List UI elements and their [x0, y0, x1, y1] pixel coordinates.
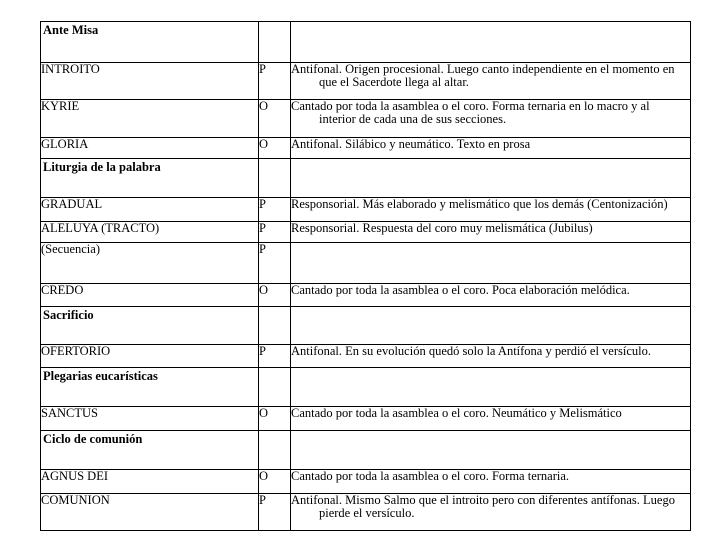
part-description: Responsorial. Respuesta del coro muy melismática (Jubilus): [291, 222, 691, 243]
part-name: (Secuencia): [41, 243, 259, 284]
section-row: [41, 22, 691, 63]
section-row: [41, 159, 691, 198]
part-mode: O: [259, 284, 291, 307]
section-sacrificio: Sacrificio: [41, 307, 259, 345]
section-row: [41, 431, 691, 470]
part-description: Antifonal. En su evolución quedó solo la Antífona y perdió el versículo.: [291, 345, 691, 368]
table-row: [41, 494, 691, 531]
part-name: COMUNION: [41, 494, 259, 531]
part-mode: P: [259, 222, 291, 243]
part-name: SANCTUS: [41, 407, 259, 431]
table-row: [41, 222, 691, 243]
part-mode: P: [259, 63, 291, 100]
part-name: OFERTORIO: [41, 345, 259, 368]
part-mode: P: [259, 198, 291, 222]
part-description: Cantado por toda la asamblea o el coro. Forma ternaria en lo macro y al interior de cada una de sus secciones.: [291, 100, 691, 138]
part-mode: P: [259, 243, 291, 284]
section-ante-misa: Ante Misa: [41, 22, 259, 63]
part-description: Antifonal. Origen procesional. Luego canto independiente en el momento en que el Sacerdote llega al altar.: [291, 63, 691, 100]
table-row: [41, 284, 691, 307]
part-mode: P: [259, 345, 291, 368]
part-mode: P: [259, 494, 291, 531]
section-plegarias: Plegarias eucarísticas: [41, 368, 259, 407]
table-row: [41, 198, 691, 222]
section-ciclo-comunion: Ciclo de comunión: [41, 431, 259, 470]
mass-parts-table: [40, 21, 691, 531]
table-row: [41, 243, 691, 284]
part-name: GLORIA: [41, 138, 259, 159]
part-description: Cantado por toda la asamblea o el coro. Neumático y Melismático: [291, 407, 691, 431]
section-row: [41, 307, 691, 345]
part-name: CREDO: [41, 284, 259, 307]
part-description: Antifonal. Mismo Salmo que el introito pero con diferentes antífonas. Luego pierde el versículo.: [291, 494, 691, 531]
part-description: Antifonal. Silábico y neumático. Texto en prosa: [291, 138, 691, 159]
section-row: [41, 368, 691, 407]
part-description: [291, 243, 691, 284]
part-mode: O: [259, 470, 291, 494]
part-mode: O: [259, 138, 291, 159]
table-row: [41, 407, 691, 431]
part-mode: O: [259, 407, 291, 431]
part-description: Responsorial. Más elaborado y melismático que los demás (Centonización): [291, 198, 691, 222]
table-row: [41, 345, 691, 368]
table-row: [41, 470, 691, 494]
part-name: GRADUAL: [41, 198, 259, 222]
part-description: Cantado por toda la asamblea o el coro. Poca elaboración melódica.: [291, 284, 691, 307]
table-row: [41, 63, 691, 100]
table-row: [41, 138, 691, 159]
part-mode: O: [259, 100, 291, 138]
part-name: AGNUS DEI: [41, 470, 259, 494]
part-name: INTROITO: [41, 63, 259, 100]
part-name: ALELUYA (TRACTO): [41, 222, 259, 243]
part-description: Cantado por toda la asamblea o el coro. Forma ternaria.: [291, 470, 691, 494]
section-liturgia: Liturgia de la palabra: [41, 159, 259, 198]
part-name: KYRIE: [41, 100, 259, 138]
table-row: [41, 100, 691, 138]
